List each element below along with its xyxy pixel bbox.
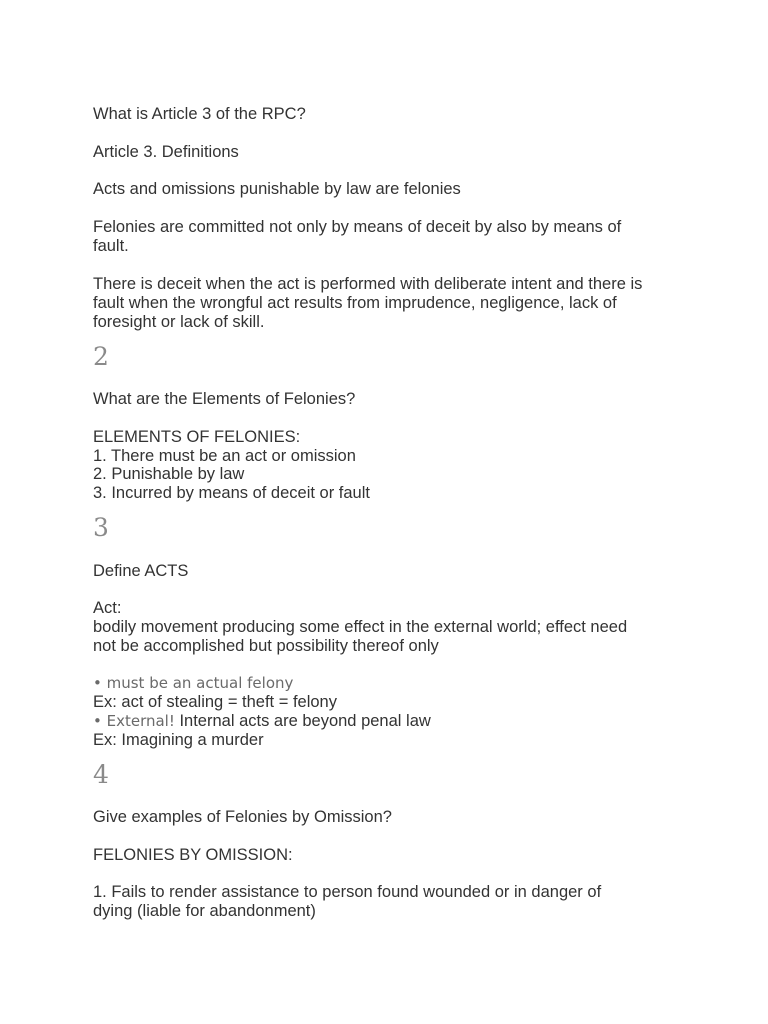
paragraph-felonies-committed-line-2: fault. <box>93 237 129 255</box>
example-imagining-murder: Ex: Imagining a murder <box>93 731 264 749</box>
bullet-actual-felony: • must be an actual felony <box>93 674 294 692</box>
omission-item-1-line-2: dying (liable for abandonment) <box>93 902 316 920</box>
heading-elements-of-felonies: ELEMENTS OF FELONIES: <box>93 428 301 446</box>
bullet-external-prefix: • External! <box>93 712 175 730</box>
question-elements-of-felonies: What are the Elements of Felonies? <box>93 390 356 408</box>
heading-felonies-by-omission: FELONIES BY OMISSION: <box>93 846 293 864</box>
paragraph-acts-omissions: Acts and omissions punishable by law are felonies <box>93 180 461 198</box>
definition-act-line-1: bodily movement producing some effect in the external world; effect need <box>93 618 628 636</box>
page-number-3: 3 <box>93 513 109 542</box>
list-item: 2. Punishable by law <box>93 465 245 483</box>
page-number-2: 2 <box>93 342 109 371</box>
omission-item-1-line-1: 1. Fails to render assistance to person found wounded or in danger of <box>93 883 602 901</box>
bullet-external-rest: Internal acts are beyond penal law <box>174 712 431 730</box>
question-article-3: What is Article 3 of the RPC? <box>93 105 306 123</box>
page-number-4: 4 <box>93 760 109 789</box>
paragraph-deceit-line-2: fault when the wrongful act results from imprudence, negligence, lack of <box>93 294 617 312</box>
bullet-external <box>93 712 431 731</box>
heading-article-3-definitions: Article 3. Definitions <box>93 143 239 161</box>
paragraph-deceit-line-1: There is deceit when the act is performed with deliberate intent and there is <box>93 275 643 293</box>
example-stealing: Ex: act of stealing = theft = felony <box>93 693 337 711</box>
paragraph-felonies-committed-line-1: Felonies are committed not only by means of deceit by also by means of <box>93 218 622 236</box>
list-item: 3. Incurred by means of deceit or fault <box>93 484 370 502</box>
question-felonies-by-omission: Give examples of Felonies by Omission? <box>93 808 392 826</box>
heading-act: Act: <box>93 599 122 617</box>
question-define-acts: Define ACTS <box>93 562 189 580</box>
definition-act-line-2: not be accomplished but possibility thereof only <box>93 637 439 655</box>
paragraph-deceit-line-3: foresight or lack of skill. <box>93 313 265 331</box>
list-item: 1. There must be an act or omission <box>93 447 356 465</box>
